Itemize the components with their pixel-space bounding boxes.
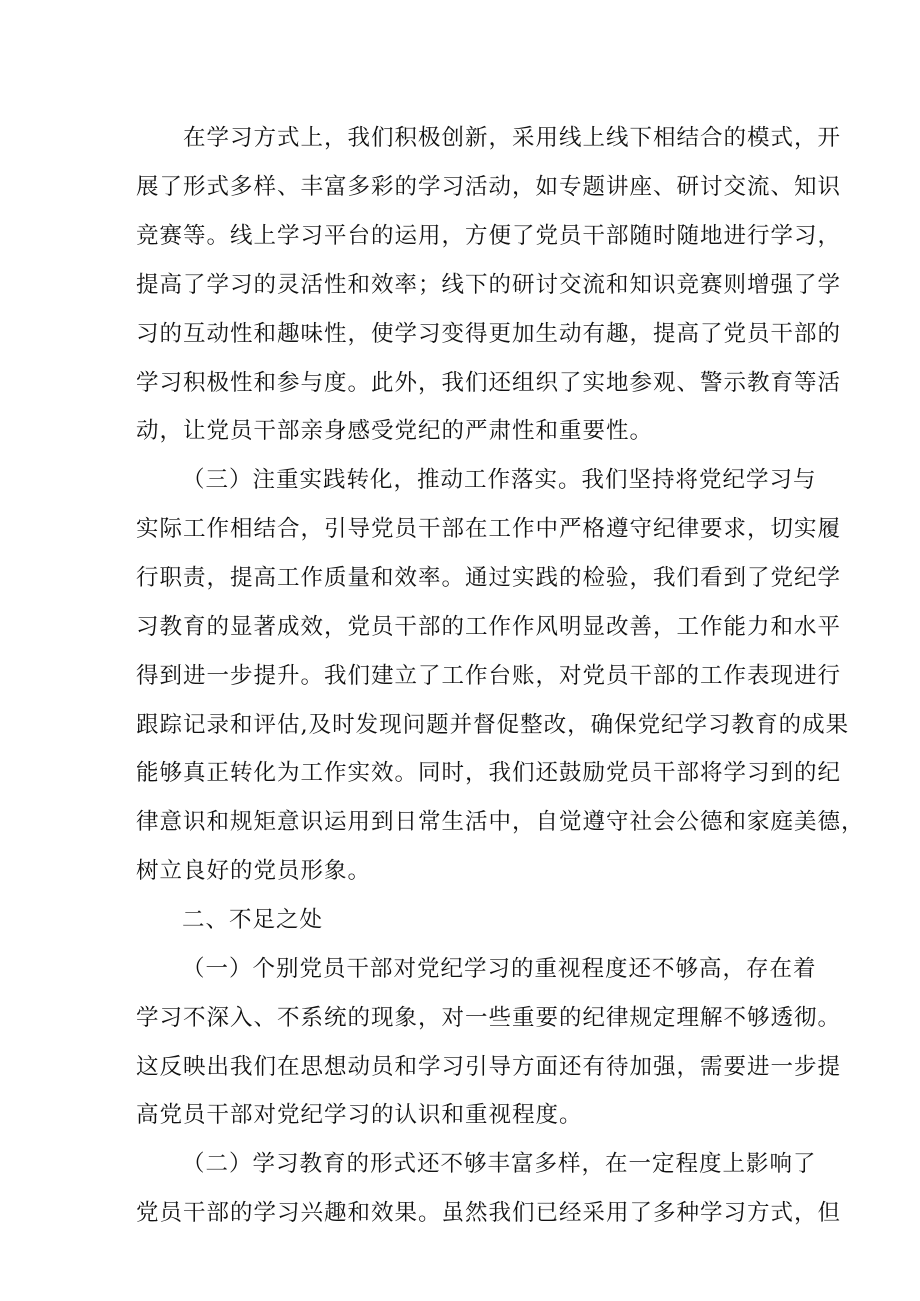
text-line: 习教育的显著成效，党员干部的工作作风明显改善，工作能力和水平 (136, 614, 842, 640)
text-line: 律意识和规矩意识运用到日常生活中，自觉遵守社会公德和家庭美德， (136, 809, 865, 835)
text-line: 高党员干部对党纪学习的认识和重视程度。 (136, 1102, 583, 1128)
text-line: 学习积极性和参与度。此外，我们还组织了实地参观、警示教育等活 (136, 370, 842, 396)
text-line: 得到进一步提升。我们建立了工作台账，对党员干部的工作表现进行 (136, 663, 842, 689)
text-line: 展了形式多样、丰富多彩的学习活动，如专题讲座、研讨交流、知识 (136, 174, 842, 200)
text-line: 树立良好的党员形象。 (136, 858, 372, 884)
text-line: 学习不深入、不系统的现象，对一些重要的纪律规定理解不够透彻。 (136, 1005, 842, 1031)
text-line: （二）学习教育的形式还不够丰富多样，在一定程度上影响了 (182, 1151, 817, 1177)
text-line: 能够真正转化为工作实效。同时，我们还鼓励党员干部将学习到的纪 (136, 760, 842, 786)
text-line: 动，让党员干部亲身感受党纪的严肃性和重要性。 (136, 418, 654, 444)
text-line: 习的互动性和趣味性，使学习变得更加生动有趣，提高了党员干部的 (136, 321, 842, 347)
text-line: 竞赛等。线上学习平台的运用，方便了党员干部随时随地进行学习， (136, 223, 842, 249)
text-line: 跟踪记录和评估,及时发现问题并督促整改，确保党纪学习教育的成果 (136, 712, 850, 738)
text-line: 实际工作相结合，引导党员干部在工作中严格遵守纪律要求，切实履 (136, 516, 842, 542)
text-line: 这反映出我们在思想动员和学习引导方面还有待加强，需要进一步提 (136, 1054, 842, 1080)
text-line: 提高了学习的灵活性和效率；线下的研讨交流和知识竞赛则增强了学 (136, 272, 842, 298)
text-line: 二、不足之处 (182, 907, 324, 933)
text-line: 行职责，提高工作质量和效率。通过实践的检验，我们看到了党纪学 (136, 565, 842, 591)
text-line: （一）个别党员干部对党纪学习的重视程度还不够高，存在着 (182, 956, 817, 982)
text-line: 在学习方式上，我们积极创新，采用线上线下相结合的模式，开 (183, 125, 842, 151)
text-line: 党员干部的学习兴趣和效果。虽然我们已经采用了多种学习方式，但 (136, 1200, 842, 1226)
text-line: （三）注重实践转化，推动工作落实。我们坚持将党纪学习与 (182, 467, 817, 493)
